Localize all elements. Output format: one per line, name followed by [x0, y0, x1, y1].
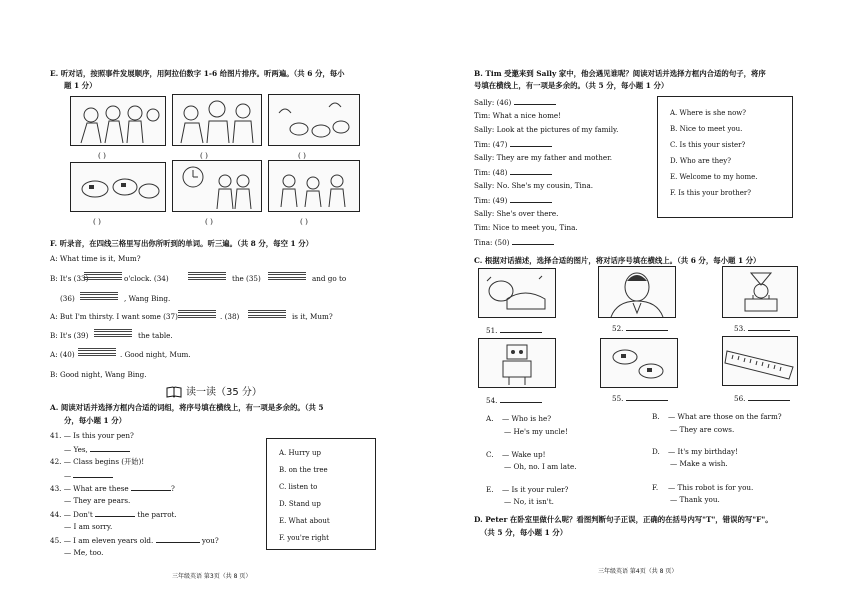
q51-blank[interactable] [500, 326, 542, 333]
q43-blank[interactable] [131, 484, 171, 491]
birds-scene-icon [269, 95, 359, 145]
b-option-a: A. Where is she now? [670, 109, 747, 117]
a-option-f: F. you're right [279, 534, 329, 542]
q53-blank[interactable] [748, 324, 790, 331]
picture-e3 [268, 94, 360, 146]
f-line-4a: A: But I'm thirsty. I want some (37) [50, 312, 178, 321]
b-option-f: F. Is this your brother? [670, 189, 752, 197]
read-section-header: 读一读（35 分） [186, 387, 262, 398]
birthday-cake-icon [723, 267, 797, 317]
q45-line-a: 45. — I am eleven years old. you? [50, 536, 219, 545]
f-line-5b: the table. [138, 331, 173, 340]
b-option-b: B. Nice to meet you. [670, 125, 743, 133]
sleeping-child-icon [479, 269, 555, 317]
c-label-52: 52. [612, 324, 668, 332]
f-line-4c: is it, Mum? [292, 312, 333, 321]
c-dialog-a-key: A. [486, 414, 494, 423]
picture-c56 [722, 336, 798, 386]
c-label-53: 53. [734, 324, 790, 332]
a-option-d: D. Stand up [279, 500, 321, 508]
answer-paren-e2[interactable]: ( ) [200, 151, 208, 160]
c-dialog-a-line2: — He's my uncle! [504, 427, 568, 436]
q55-blank[interactable] [626, 394, 668, 401]
c-dialog-f-line1: — This robot is for you. [668, 483, 754, 492]
f-line-1: A: What time is it, Mum? [50, 254, 141, 263]
clock-scene-icon [173, 161, 261, 211]
robot-icon [479, 339, 555, 387]
section-e-title-cont: 题 1 分） [64, 81, 97, 90]
four-line-33[interactable] [84, 272, 122, 279]
picture-c52 [598, 266, 676, 318]
answer-paren-e6[interactable]: ( ) [300, 217, 308, 226]
four-line-37[interactable] [178, 310, 216, 317]
f-line-6b: . Good night, Mum. [120, 350, 191, 359]
ruler-icon [723, 337, 797, 385]
cows-scene-icon [71, 163, 165, 211]
b-option-e: E. Welcome to my home. [670, 173, 758, 181]
c-dialog-b-key: B. [652, 412, 660, 421]
section-a-title-cont: 分，每小题 1 分） [64, 416, 127, 425]
man-portrait-icon [599, 267, 675, 317]
a-option-b: B. on the tree [279, 466, 328, 474]
q41-blank[interactable] [90, 445, 130, 452]
answer-paren-e1[interactable]: ( ) [98, 151, 106, 160]
b-line-2: Tim: What a nice home! [474, 111, 562, 120]
f-line-6a: A: (40) [50, 350, 75, 359]
picture-e2 [172, 94, 262, 146]
cows-icon [601, 339, 677, 387]
people-scene-icon [173, 95, 261, 145]
four-line-36[interactable] [80, 292, 118, 299]
f-line-4b: . (38) [220, 312, 240, 321]
c-dialog-e-line1: — Is it your ruler? [502, 485, 569, 494]
q44-line-c: — I am sorry. [64, 522, 113, 531]
c-label-54: 54. [486, 396, 542, 404]
answer-paren-e3[interactable]: ( ) [298, 151, 306, 160]
b-line-4: Tim: (47) [474, 140, 552, 148]
a-option-a: A. Hurry up [279, 449, 321, 457]
c-dialog-c-line2: — Oh, no. I am late. [504, 462, 577, 471]
c-label-55: 55. [612, 394, 668, 402]
f-line-5a: B: It's (39) [50, 331, 89, 340]
page-footer-left: 三年级英语 第3页（共 8 页） [172, 573, 252, 580]
q56-blank[interactable] [748, 394, 790, 401]
c-dialog-d-key: D. [652, 447, 660, 456]
c-label-56: 56. [734, 394, 790, 402]
section-a-options-box [266, 438, 376, 550]
f-line-3b: , Wang Bing. [124, 294, 171, 303]
c-label-51: 51. [486, 326, 542, 334]
section-f-title: F. 听录音，在四线三格里写出你所听到的单词。听三遍。（共 8 分，每空 1 分） [50, 239, 314, 248]
b-line-5: Sally: They are my father and mother. [474, 153, 613, 162]
four-line-39[interactable] [94, 329, 132, 336]
q43-line-a: 43. — What are these ? [50, 484, 175, 493]
c-dialog-b-line2: — They are cows. [670, 425, 735, 434]
q41-line-a: 41. — Is this your pen? [50, 431, 134, 440]
farm-scene-icon [269, 161, 359, 211]
b-line-3: Sally: Look at the pictures of my family. [474, 125, 619, 134]
q44-line-a: 44. — Don't the parrot. [50, 510, 177, 519]
four-line-40[interactable] [78, 348, 116, 355]
c-dialog-e-key: E. [486, 485, 494, 494]
picture-e4 [70, 162, 166, 212]
q54-blank[interactable] [500, 396, 542, 403]
four-line-38[interactable] [248, 310, 286, 317]
b-line-1: Sally: (46) [474, 98, 556, 106]
q42-line-a: 42. — Class begins (开始)! [50, 457, 145, 466]
c-dialog-d-line1: — It's my birthday! [668, 447, 738, 456]
f-line-7: B: Good night, Wang Bing. [50, 370, 147, 379]
section-c-title: C. 根据对话描述，选择合适的图片，将对话序号填在横线上。（共 6 分，每小题 1 分） [474, 256, 761, 265]
page-footer-right: 三年级英语 第4页（共 8 页） [598, 568, 678, 575]
q46-blank[interactable] [514, 98, 556, 105]
section-a-title: A. 阅读对话并选择方框内合适的词组，将序号填在横线上，有一项是多余的。（共 5 [50, 403, 324, 412]
b-line-6: Tim: (48) [474, 168, 552, 176]
b-line-8: Tim: (49) [474, 196, 552, 204]
picture-c54 [478, 338, 556, 388]
c-dialog-f-line2: — Thank you. [670, 495, 720, 504]
f-line-3a: (36) [60, 294, 75, 303]
picture-e1 [70, 96, 166, 146]
q48-blank[interactable] [510, 168, 552, 175]
f-line-2a: B: It's (33) [50, 274, 89, 283]
section-b-title: B. Tim 受邀来到 Sally 家中，他会遇见谁呢？阅读对话并选择方框内合适的句子，将序 [474, 69, 766, 78]
a-option-c: C. listen to [279, 483, 318, 491]
picture-c55 [600, 338, 678, 388]
c-dialog-b-line1: — What are those on the farm? [668, 412, 782, 421]
answer-paren-e5[interactable]: ( ) [205, 217, 213, 226]
c-dialog-c-line1: — Wake up! [502, 450, 546, 459]
four-line-34[interactable] [188, 272, 226, 279]
section-b-options-box [657, 96, 793, 218]
q42-line-b: — [64, 471, 113, 479]
answer-paren-e4[interactable]: ( ) [93, 217, 101, 226]
book-icon [166, 383, 182, 395]
four-line-35[interactable] [268, 272, 306, 279]
picture-c53 [722, 266, 798, 318]
c-dialog-c-key: C. [486, 450, 494, 459]
f-line-2d: and go to [312, 274, 347, 283]
q41-line-b: — Yes, [64, 445, 130, 453]
c-dialog-f-key: F. [652, 483, 659, 492]
q43-line-c: — They are pears. [64, 496, 131, 505]
section-d-title: D. Peter 在卧室里做什么呢？看图判断句子正误，正确的在括号内写"T"，错误的写"F"。 [474, 515, 773, 524]
picture-c51 [478, 268, 556, 318]
picture-e6 [268, 160, 360, 212]
section-e-title: E. 听对话，按照事件发展顺序，用阿拉伯数字 1-6 给图片排序。听两遍。（共 6 分，每小 [50, 69, 345, 78]
b-option-c: C. Is this your sister? [670, 141, 746, 149]
q45-blank[interactable] [156, 536, 200, 543]
family-scene-icon [71, 97, 165, 145]
q45-line-c: — Me, too. [64, 548, 104, 557]
b-line-7: Sally: No. She's my cousin, Tina. [474, 181, 594, 190]
a-option-e: E. What about [279, 517, 330, 525]
q42-blank[interactable] [73, 471, 113, 478]
section-d-title-cont: （共 5 分，每小题 1 分） [480, 528, 568, 537]
q52-blank[interactable] [626, 324, 668, 331]
b-line-10: Tim: Nice to meet you, Tina. [474, 223, 578, 232]
f-line-2c: the (35) [232, 274, 261, 283]
q44-blank[interactable] [95, 510, 135, 517]
section-b-title-cont: 号填在横线上，有一项是多余的。（共 5 分，每小题 1 分） [474, 81, 669, 90]
c-dialog-d-line2: — Make a wish. [670, 459, 728, 468]
c-dialog-a-line1: — Who is he? [502, 414, 552, 423]
b-line-11: Tina: (50) [474, 238, 554, 246]
b-line-9: Sally: She's over there. [474, 209, 559, 218]
q47-blank[interactable] [510, 140, 552, 147]
b-option-d: D. Who are they? [670, 157, 732, 165]
c-dialog-e-line2: — No, it isn't. [504, 497, 554, 506]
q49-blank[interactable] [510, 196, 552, 203]
picture-e5 [172, 160, 262, 212]
q50-blank[interactable] [512, 238, 554, 245]
f-line-2b: o'clock. (34) [124, 274, 169, 283]
